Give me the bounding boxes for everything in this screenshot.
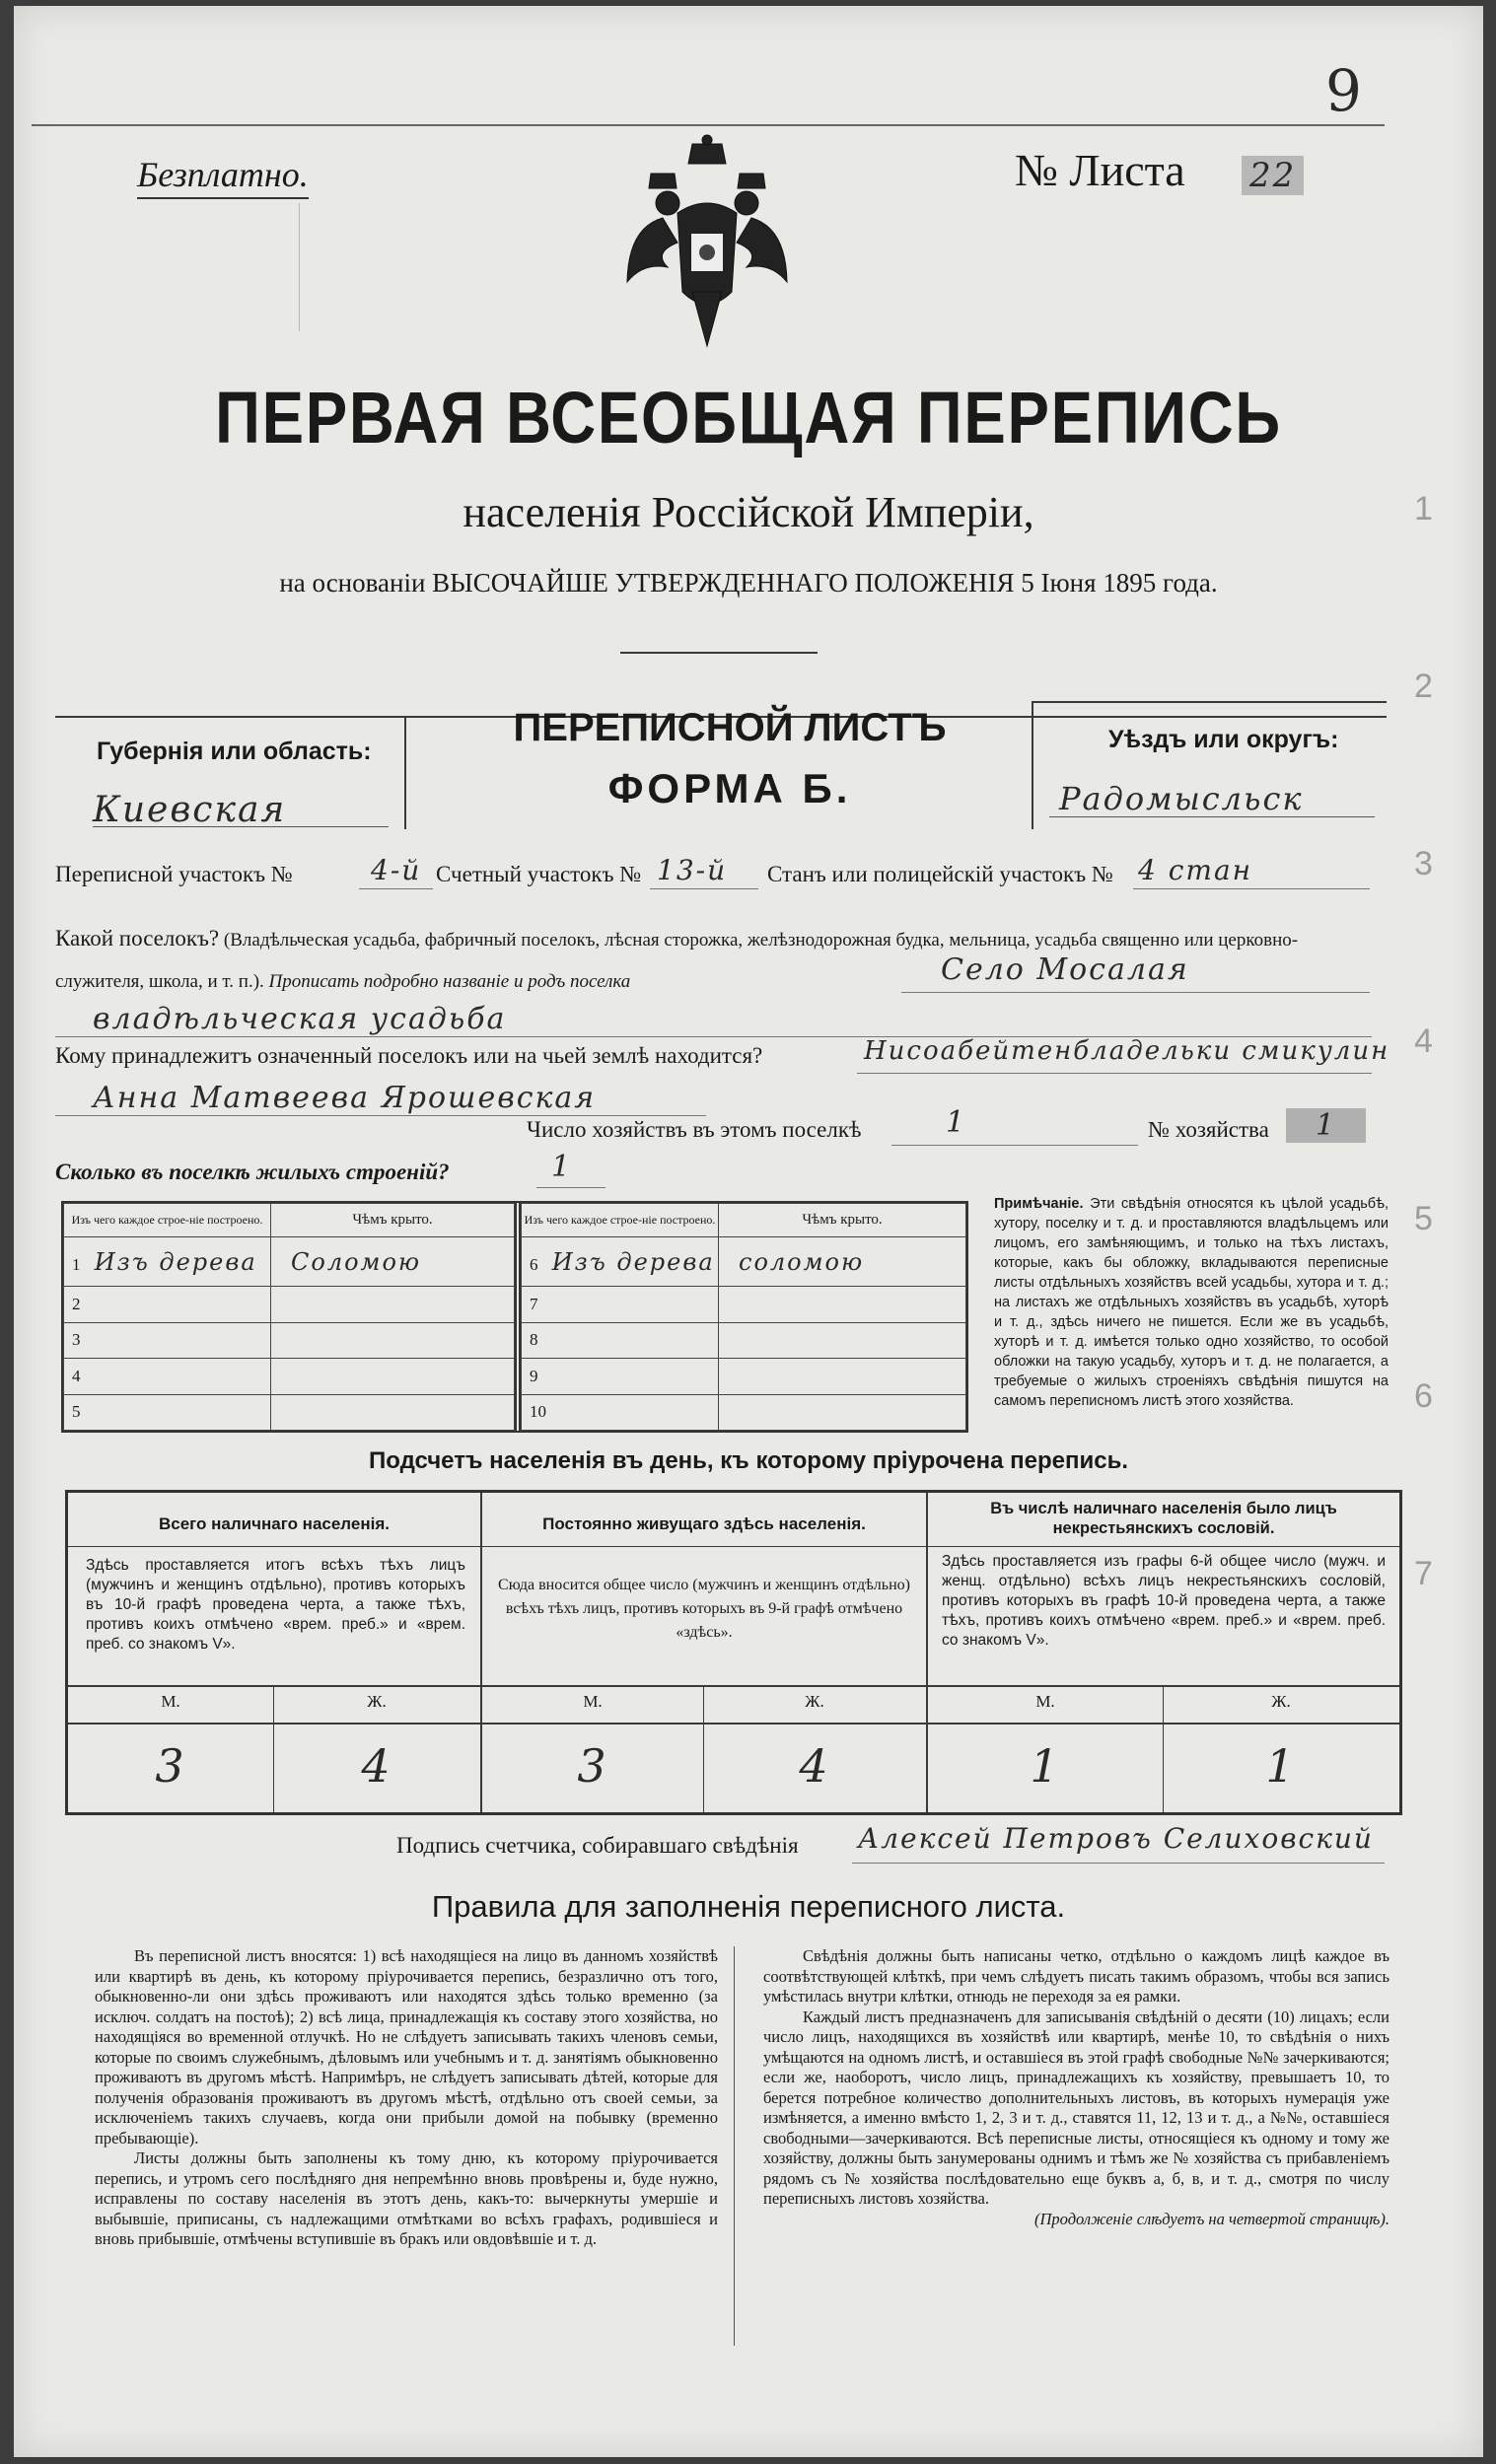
building-row-number: 7 xyxy=(522,1287,719,1322)
count-value-nonpeasant-m: 1 xyxy=(1030,1739,1061,1793)
count-col2-text: Сюда вносится общее число (мужчинъ и женщинъ отдѣльно) всѣхъ тѣхъ лицъ, противъ которыхъ въ 9-й графѣ отмѣчено «здѣсь». xyxy=(498,1577,910,1641)
building-material: Изъ дерева xyxy=(551,1247,715,1276)
count-col3-rule xyxy=(928,1546,1399,1547)
buildings-value: 1 xyxy=(551,1150,573,1184)
household-no-label: № хозяйства xyxy=(1148,1117,1269,1142)
note-text: Эти свѣдѣнія относятся къ цѣлой усадьбѣ, хутору, поселку и т. д. и проставляются владѣльцемъ или лицомъ, его замѣняющимъ, и только на тѣхъ листахъ, которые, какъ бы обложку, вкладываются переписные листы отдѣльныхъ хозяйствъ всей усадьбы, хутора и т. д.; на листахъ же отдѣльныхъ хозяйствъ въ усадьбѣ, хуторѣ и т. д., здѣсь ничего не пишется. Если же въ усадьбѣ, хуторѣ и т. д. имѣется только одно хозяйство, то особой обложки на такую усадьбу, хуторъ и т. д. не полагается, а требуемые о жилыхъ строеніяхъ свѣдѣнія пишутся на самомъ переписномъ листѣ этого хозяйства. xyxy=(994,1196,1389,1409)
census-sheet xyxy=(14,6,1483,2457)
households-value: 1 xyxy=(946,1105,967,1140)
rules-title: Правила для заполненія переписного листа. xyxy=(431,1889,1066,1924)
count-value-resident-zh: 4 xyxy=(799,1739,830,1793)
buildings-line xyxy=(536,1187,606,1188)
building-row-number: 5 xyxy=(64,1394,271,1430)
building-roof: соломою xyxy=(719,1237,966,1287)
buildings-table xyxy=(61,1201,968,1433)
count-value-resident-m: 3 xyxy=(577,1739,608,1793)
schetny-value: 13-й xyxy=(657,854,728,886)
buildings-table-left xyxy=(63,1203,515,1431)
buildings-col-built-header: Изъ чего каждое строе-ніе построено. xyxy=(522,1204,719,1237)
poselok-value-2: владѣльческая усадьба xyxy=(93,1002,507,1036)
margin-bleed-numbers: 1 2 3 4 5 6 7 xyxy=(1414,490,1433,1592)
form-header-right-divider xyxy=(1032,701,1033,829)
count-m-label: М. xyxy=(161,1692,180,1711)
owner-line-2 xyxy=(55,1115,706,1116)
count-col1-rule xyxy=(68,1546,480,1547)
poselok-hint2: Прописать подробно названіе и родъ поселка xyxy=(268,971,631,992)
building-row-number: 3 xyxy=(64,1322,271,1358)
subtitle-decree: на основаніи ВЫСОЧАЙШЕ УТВЕРЖДЕННАГО ПОЛОЖЕНІЯ 5 Іюня 1895 года. xyxy=(279,568,1218,598)
building-row-number: 4 xyxy=(64,1359,271,1394)
building-row-number: 2 xyxy=(64,1287,271,1322)
count-m-label: М. xyxy=(583,1692,603,1711)
page-number: 9 xyxy=(1325,57,1364,124)
form-header-left-divider xyxy=(404,716,406,829)
building-row-number: 10 xyxy=(522,1394,719,1430)
buildings-col-built-header: Изъ чего каждое строе-ніе построено. xyxy=(64,1204,271,1237)
rules-left-column xyxy=(95,1946,718,2250)
households-line xyxy=(891,1145,1138,1146)
buildings-col-roof-header: Чѣмъ крыто. xyxy=(271,1204,515,1237)
building-row-number: 9 xyxy=(522,1359,719,1394)
buildings-col-roof-header: Чѣмъ крыто. xyxy=(719,1204,966,1237)
count-col1-text: Здѣсь проставляется итогъ всѣхъ тѣхъ лицъ (мужчинъ и женщинъ отдѣльно), противъ которыхъ въ 10-й графѣ проведена черта, а также тѣхъ, противъ коихъ отмѣчено «врем. преб.» и «врем. преб. со знакомъ V». xyxy=(86,1557,465,1653)
count-zh-label: Ж. xyxy=(367,1692,387,1711)
note xyxy=(994,1194,1389,1411)
form-type: ФОРМА Б. xyxy=(607,765,852,811)
stan-value: 4 стан xyxy=(1138,854,1253,886)
count-mzh-top-rule xyxy=(68,1685,1399,1687)
owner-line-1 xyxy=(857,1073,1372,1074)
buildings-label: Сколько въ поселкѣ жилыхъ строеній? xyxy=(55,1160,450,1184)
form-name: ПЕРЕПИСНОЙ ЛИСТЪ xyxy=(513,706,947,749)
count-zh-label: Ж. xyxy=(805,1692,824,1711)
count-col3-text: Здѣсь проставляется изъ графы 6-й общее число (мужч. и женщ. отдѣльно) всѣхъ лицъ некрестьянскихъ сословій, противъ которыхъ въ графѣ 10-й проведена черта, а также тѣхъ, противъ коихъ отмѣчено «врем. преб.» и «врем. преб. со знакомъ V». xyxy=(942,1553,1386,1649)
building-material: Изъ дерева xyxy=(94,1247,257,1276)
rules-continuation: (Продолженіе слѣдуетъ на четвертой страницѣ). xyxy=(1034,2209,1389,2228)
building-row-number: 8 xyxy=(522,1322,719,1358)
uezd-label: Уѣздъ или округъ: xyxy=(1108,726,1339,753)
gubernia-label: Губернія или область: xyxy=(97,738,372,765)
gubernia-line xyxy=(93,826,389,827)
owner-value-2: Анна Матвеева Ярошевская xyxy=(93,1081,597,1115)
uezd-value: Радомысльск xyxy=(1059,780,1304,817)
count-mzh-bottom-rule xyxy=(68,1723,1399,1725)
signature-label: Подпись счетчика, собиравшаго свѣдѣнія xyxy=(396,1833,799,1858)
poselok-line-1 xyxy=(901,992,1370,993)
stan-label: Станъ или полицейскій участокъ № xyxy=(767,862,1113,886)
note-label: Примѣчаніе. xyxy=(994,1196,1084,1212)
count-col2-title: Постоянно живущаго здѣсь населенія. xyxy=(542,1514,866,1533)
rules-paragraph: Каждый листъ предназначенъ для записыванія свѣдѣній о десяти (10) лицахъ; если число лицъ, находящихся въ хозяйствѣ или квартирѣ, менѣе 10, то свѣдѣнія о нихъ умѣщаются на одномъ листѣ, и оставшіеся въ этой графѣ свободные №№ зачеркиваются; если же, наоборотъ, число лицъ, принадлежащихъ къ хозяйству, превышаетъ 10, то берется потребное количество дополнительныхъ листовъ, въ которыхъ нумерація уже измѣняется, а именно вмѣсто 1, 2, 3 и т. д., ставятся 11, 12, 13 и т. д., а №№, оставшіеся свободными—зачеркиваются. Всѣ переписные листы, относящіеся къ одному и тому же хозяйству, должны быть занумерованы однимъ и тѣмъ же № хозяйства съ прибавленіемъ рядомъ съ № хозяйства послѣдовательно еще буквъ а, б, в, и т. д., смотря по числу переписныхъ листовъ хозяйства. xyxy=(763,2006,1389,2208)
rules-column-divider xyxy=(734,1946,735,2346)
uezd-line xyxy=(1049,816,1375,817)
signature-line xyxy=(852,1863,1385,1864)
imperial-eagle-emblem xyxy=(623,134,791,361)
form-header-right-top xyxy=(1032,701,1387,703)
bleed-through-text xyxy=(142,203,300,331)
count-value-nonpeasant-zh: 1 xyxy=(1265,1739,1297,1793)
count-value-total-m: 3 xyxy=(155,1739,186,1793)
schetny-label: Счетный участокъ № xyxy=(436,862,642,886)
main-title: ПЕРВАЯ ВСЕОБЩАЯ ПЕРЕПИСЬ xyxy=(215,377,1282,458)
sheet-number-value: 22 xyxy=(1242,156,1304,195)
gubernia-value: Киевская xyxy=(93,790,287,830)
count-col3-title: Въ числѣ наличнаго населенія было лицъ некрестьянскихъ сословій. xyxy=(990,1500,1337,1537)
count-col2-rule xyxy=(482,1546,926,1547)
free-label: Безплатно. xyxy=(137,154,309,199)
building-row-number: 6 xyxy=(530,1254,538,1274)
building-row-number: 1 xyxy=(72,1254,81,1274)
uchastok-label: Переписной участокъ № xyxy=(55,862,293,886)
stan-line xyxy=(1133,888,1370,889)
owner-label: Кому принадлежитъ означенный поселокъ или на чьей землѣ находится? xyxy=(55,1043,763,1068)
count-zh-label: Ж. xyxy=(1271,1692,1291,1711)
rules-paragraph: Листы должны быть заполнены къ тому дню, къ которому пріурочивается перепись, и утромъ сего послѣдняго дня непремѣнно вновь провѣрены и, буде нужно, исправлены по составу населенія въ этотъ день, какъ-то: вычеркнуты умершіе и выбывшіе, приписаны, съ надлежащими отмѣтками во всѣхъ графахъ, родившіеся и вновь прибывшіе, отмѣчены вступившіе въ бракъ или овдовѣвшіе и т. д. xyxy=(95,2148,718,2248)
building-roof: Соломою xyxy=(271,1237,515,1287)
household-no-value: 1 xyxy=(1286,1108,1366,1143)
owner-value-1: Нисоабейтенбладельки смикулин xyxy=(864,1036,1390,1066)
households-label: Число хозяйствъ въ этомъ поселкѣ xyxy=(527,1117,862,1142)
uchastok-value: 4-й xyxy=(371,854,422,886)
rules-paragraph: Свѣдѣнія должны быть написаны четко, отдѣльно о каждомъ лицѣ каждое въ соотвѣтствующей клѣткѣ, при чемъ слѣдуетъ писать такимъ образомъ, чтобы вся запись умѣстилась внутри клѣтки, отнюдь не переходя за ея рамки. xyxy=(763,1946,1389,2006)
count-col1-title: Всего наличнаго населенія. xyxy=(159,1514,390,1533)
count-title: Подсчетъ населенія въ день, къ которому пріурочена перепись. xyxy=(369,1447,1128,1474)
rules-right-column xyxy=(763,1946,1389,2229)
sheet-number-label: № Листа xyxy=(1015,145,1185,195)
count-value-total-zh: 4 xyxy=(361,1739,392,1793)
count-m-label: М. xyxy=(1035,1692,1055,1711)
top-rule xyxy=(32,124,1385,126)
subtitle: населенія Россійской Имперіи, xyxy=(463,488,1034,536)
poselok-value-1: Село Мосалая xyxy=(941,952,1189,987)
buildings-table-right xyxy=(521,1203,966,1431)
signature-value: Алексей Петровъ Селиховский xyxy=(858,1822,1374,1855)
poselok-hint: (Владѣльческая усадьба, фабричный поселокъ, лѣсная сторожка, желѣзнодорожная будка, мельница, усадьба священно или церковно-служителя, школа, и т. п.). xyxy=(55,930,1299,992)
schetny-line xyxy=(650,888,758,889)
rules-paragraph: Въ переписной листъ вносятся: 1) всѣ находящіеся на лицо въ данномъ хозяйствѣ или квартирѣ въ день, къ которому пріурочивается перепись, безразлично отъ того, обыкновенно-ли они здѣсь проживаютъ или находятся здѣсь только временно (за исключ. солдатъ на постоѣ); 2) всѣ лица, принадлежащія къ составу этого хозяйства, но находящіяся во временной отлучкѣ. Но не слѣдуетъ записывать такихъ членовъ семьи, которые по своимъ служебнымъ, дѣловымъ или учебнымъ и т. д. занятіямъ обыкновенно проживаютъ въ другомъ мѣстѣ. Напримѣръ, не слѣдуетъ записывать дѣтей, которые для полученія образованія проживаютъ въ другомъ мѣстѣ, отдѣльно отъ своей семьи, за исключеніемъ такихъ случаевъ, когда они прибыли домой на побывку (временно пребывающіе). xyxy=(95,1946,718,2147)
poselok-label: Какой поселокъ? xyxy=(55,926,220,950)
uchastok-line xyxy=(359,888,433,889)
title-divider xyxy=(620,652,818,654)
count-table xyxy=(65,1490,1402,1815)
